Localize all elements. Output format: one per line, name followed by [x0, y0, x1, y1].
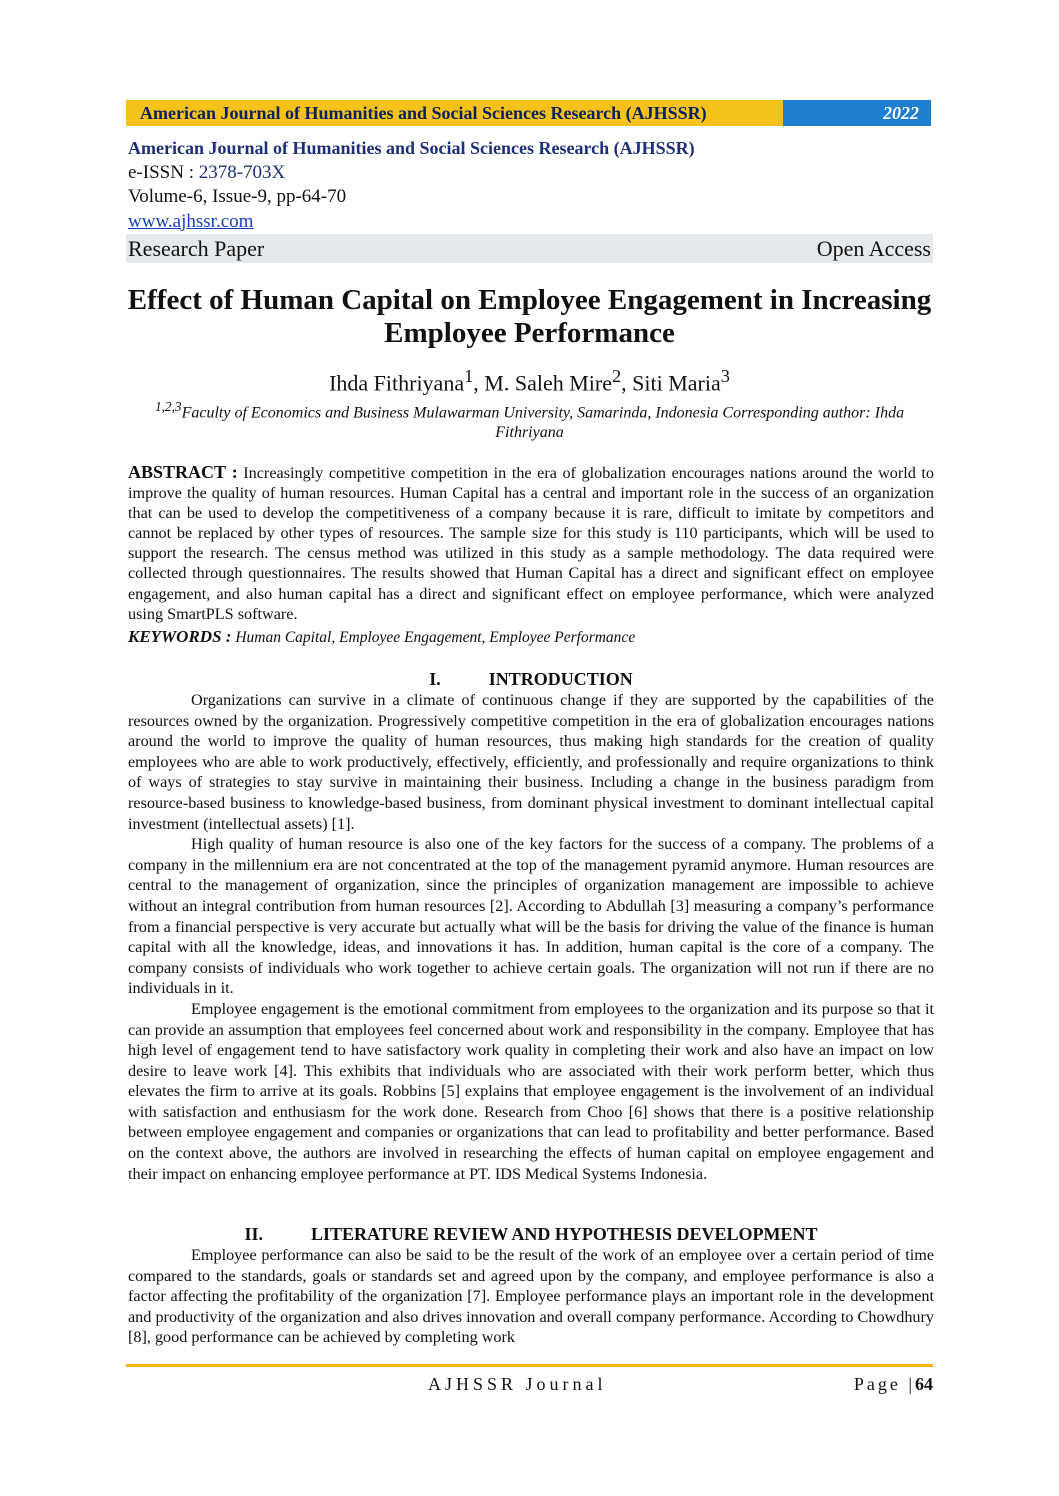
paragraph: High quality of human resource is also one of the key factors for the success of a company. The problems of a company in the millennium era are not concentrated at the top of the management pyramid anymore. Human resources are central to the management of organization, since the principles of organization management are impossible to achieve without an integral contribution from human resources [2]. According to Abdullah [3] measuring a company’s performance from a financial perspective is very accurate but actually what will be the basis for driving the value of the finance is human capital with all the knowledge, ideas, and innovations it has. In addition, human capital is the core of a company. The company consists of individuals who work together to achieve certain goals. The organization will not run if there are no individuals in it. — [128, 835, 934, 998]
author-name: M. Saleh Mire — [484, 370, 612, 396]
introduction-body — [128, 690, 934, 1184]
author-sup: 2 — [611, 366, 622, 386]
section-title: INTRODUCTION — [488, 669, 633, 689]
paper-title — [126, 284, 933, 350]
page-label: Page | — [853, 1374, 915, 1394]
affiliation-sup: 1,2,3 — [154, 399, 182, 414]
issn-line — [128, 161, 695, 186]
author-sup: 3 — [720, 366, 730, 386]
section-heading-literature-review — [128, 1224, 934, 1245]
author-sup: 1 — [464, 366, 474, 386]
abstract-text: Increasingly competitive competition in the era of globalization encourages nations around the world to improve the quality of human resources. Human Capital has a central and important role in the success of an organization that can be used to develop the competitiveness of a company because it is rare, difficult to imitate by competitors and cannot be replaced by other types of resources. The sample size for this study is 110 participants, which will be used to support the research. The census method was utilized in this study as a sample methodology. The data required were collected through questionnaires. The results showed that Human Capital has a direct and significant effect on employee engagement, and also human capital has a direct and significant effect on employee performance, which were analyzed using SmartPLS software. — [128, 464, 934, 623]
issn-label: e-ISSN : — [128, 161, 199, 183]
access-type-label: Open Access — [816, 235, 931, 261]
section-number: II. — [244, 1224, 264, 1244]
keywords-text: Human Capital, Employee Engagement, Employee Performance — [235, 629, 636, 646]
paragraph: Employee engagement is the emotional commitment from employees to the organization and its purpose so that it can provide an assumption that employees feel concerned about work and responsibility in the company. Employee that has high level of engagement tend to have satisfactory work quality in completing their work and also have an impact on low desire to leave work [4]. This exhibits that individuals who are associated with their work perform better, which thus elevates the firm to arrive at its goals. Robbins [5] explains that employee engagement is the involvement of an individual with satisfaction and enthusiasm for the work done. Research from Choo [6] shows that there is a positive relationship between employee engagement and companies or organizations that can lead to profitability and better performance. Based on the context above, the authors are involved in researching the effects of human capital on employee engagement and their impact on enhancing employee performance at PT. IDS Medical Systems Indonesia. — [128, 999, 934, 1183]
abstract — [128, 462, 934, 624]
author-name: Siti Maria — [632, 370, 721, 396]
paper-type-bar — [126, 234, 933, 263]
section-title: LITERATURE REVIEW AND HYPOTHESIS DEVELOPMENT — [311, 1224, 818, 1244]
footer-journal: AJHSSR Journal — [428, 1374, 607, 1394]
journal-website-link[interactable]: www.ajhssr.com — [128, 210, 254, 232]
keywords-label: KEYWORDS : — [128, 627, 232, 646]
journal-name: American Journal of Humanities and Social Sciences Research (AJHSSR) — [128, 138, 695, 158]
running-header-year: 2022 — [783, 100, 931, 126]
paper-title-line-2: Employee Performance — [384, 317, 675, 349]
section-number: I. — [429, 669, 441, 689]
page-num: 64 — [915, 1374, 933, 1394]
abstract-label: ABSTRACT : — [128, 462, 238, 482]
section-heading-introduction — [128, 669, 934, 690]
literature-review-body — [128, 1245, 934, 1348]
journal-meta — [128, 136, 695, 234]
affiliation — [126, 397, 933, 443]
paragraph: Organizations can survive in a climate of continuous change if they are supported by the capabilities of the resources owned by the organization. Progressively competitive competition in the era of globalization encourages nations around the world to improve the quality of human resources, thus making high standards for the creation of quality employees who are able to work productively, effectively, efficiently, and professionally and require organizations to think of ways of strategies to stay survive in maintaining their business. Including a change in the business paradigm from resource-based business to knowledge-based business, from dominant physical investment to dominant intellectual capital investment (intellectual assets) [1]. — [128, 691, 934, 833]
affiliation-text: Faculty of Economics and Business Mulawarman University, Samarinda, Indonesia Corresponding author: Ihda Fithriyana — [181, 404, 905, 442]
paper-type-label: Research Paper — [128, 235, 265, 261]
footer-divider — [126, 1364, 933, 1367]
author-list: Ihda Fithriyana$^1$, M. Saleh Mire$^2$, Siti Maria$^3$ — [329, 366, 730, 396]
page-number — [854, 1374, 933, 1395]
page-footer — [428, 1374, 933, 1395]
paragraph: Employee performance can also be said to be the result of the work of an employee over a certain period of time compared to the standards, goals or standards set and agreed upon by the company, and employee performance is also a factor affecting the profitability of the organization [7]. Employee performance plays an important role in the development and productivity of the organization and also drives innovation and overall company performance. According to Chowdhury [8], good performance can be achieved by completing work — [128, 1246, 934, 1347]
issn-value: 2378-703X — [198, 161, 286, 183]
author-name: Ihda Fithriyana — [329, 370, 465, 396]
running-header — [126, 100, 931, 126]
volume-info: Volume-6, Issue-9, pp-64-70 — [128, 186, 347, 207]
keywords — [128, 627, 934, 647]
running-header-journal: American Journal of Humanities and Social Sciences Research (AJHSSR) — [126, 100, 783, 126]
paper-title-line-1: Effect of Human Capital on Employee Engagement in Increasing — [127, 284, 932, 316]
